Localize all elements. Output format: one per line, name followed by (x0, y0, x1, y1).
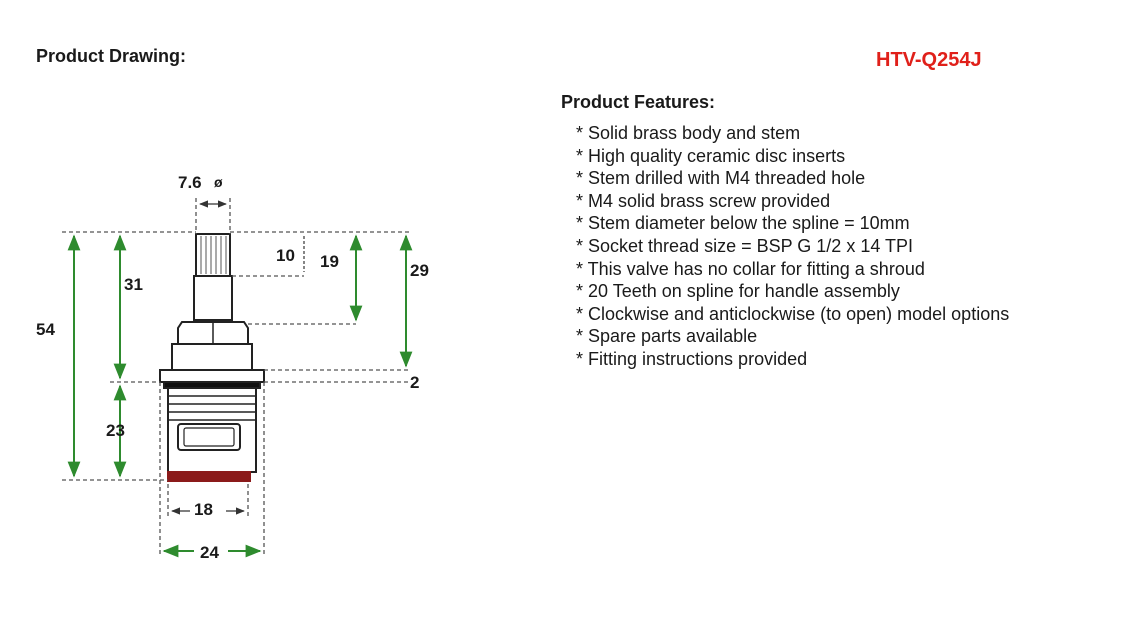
feature-item: * This valve has no collar for fitting a shroud (576, 258, 925, 279)
features-title: Product Features: (561, 92, 716, 112)
feature-item: * Fitting instructions provided (576, 348, 808, 369)
dim-top-height: 29 (410, 261, 429, 280)
dim-diameter-symbol: ø (214, 174, 223, 190)
dim-stem-height: 19 (320, 252, 339, 271)
dim-upper-body: 31 (124, 275, 143, 294)
dim-collar-thickness: 2 (410, 373, 420, 392)
feature-item: * Stem drilled with M4 threaded hole (576, 168, 866, 189)
feature-item: * High quality ceramic disc inserts (576, 145, 846, 166)
valve-body (160, 234, 264, 481)
dim-overall-height: 54 (36, 320, 55, 339)
feature-item: * Spare parts available (576, 326, 758, 347)
stem (194, 276, 232, 320)
feature-item: * M4 solid brass screw provided (576, 190, 831, 211)
valve-drawing (0, 0, 560, 628)
feature-item: * Socket thread size = BSP G 1/2 x 14 TPI (576, 235, 914, 256)
feature-item: * Clockwise and anticlockwise (to open) model options (576, 303, 1010, 324)
features-list (576, 122, 1009, 371)
bonnet (172, 344, 252, 370)
dim-spline-diameter: 7.6 (178, 173, 202, 192)
drawing-title: Product Drawing: (36, 46, 187, 66)
dim-inner-diameter: 18 (194, 500, 213, 519)
feature-item: * Solid brass body and stem (576, 123, 801, 143)
washer (168, 472, 250, 481)
dim-spline-height: 10 (276, 246, 295, 265)
model-code: HTV-Q254J (876, 49, 982, 71)
dim-thread-length: 23 (106, 421, 125, 440)
feature-item: * Stem diameter below the spline = 10mm (576, 213, 910, 234)
feature-item: * 20 Teeth on spline for handle assembly (576, 281, 900, 302)
dim-outer-diameter: 24 (200, 543, 219, 562)
collar (160, 370, 264, 382)
